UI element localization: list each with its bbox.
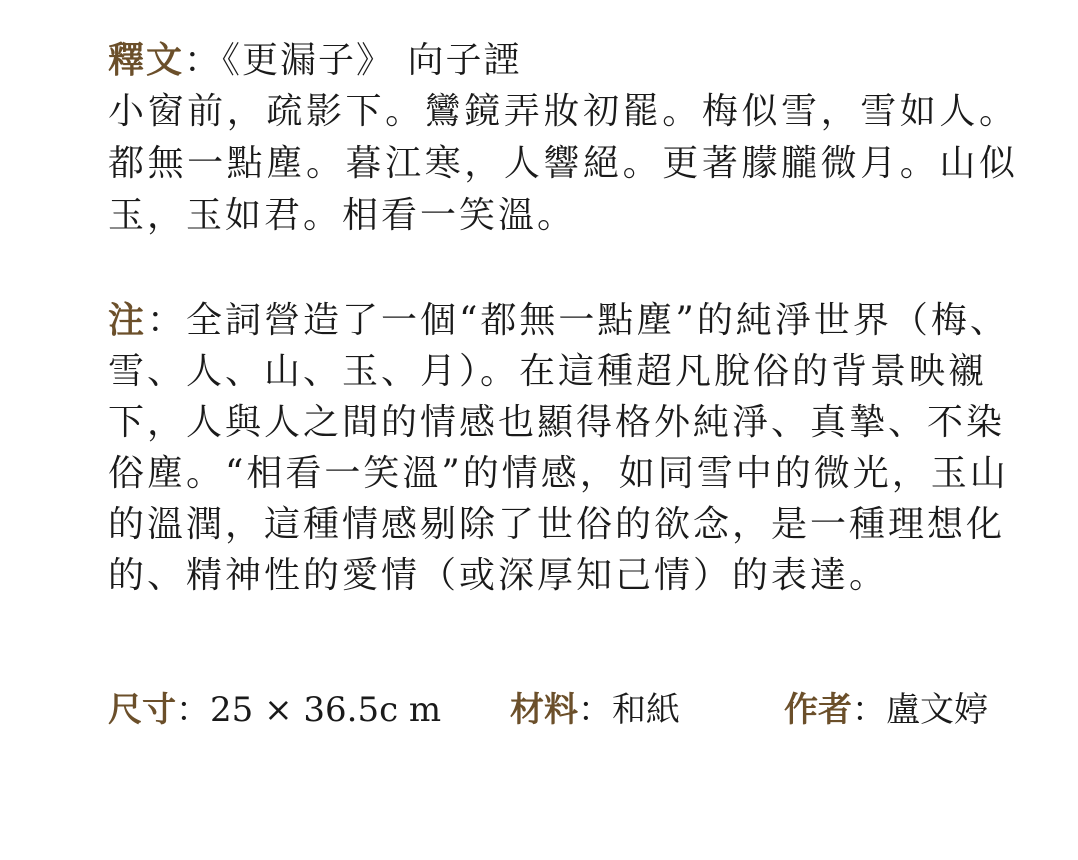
spacer: [108, 242, 1018, 295]
poem-text: 小窗前，疏影下。鸞鏡弄妝初罷。梅似雪，雪如人。都無一點塵。暮江寒，人響絕。更著朦朧微月。山似玉，玉如君。相看一笑溫。: [108, 91, 1018, 236]
note-label: 注: [108, 299, 148, 341]
size-value: 25 × 36.5c m: [210, 690, 442, 730]
translation-colon: ：: [184, 40, 223, 81]
author-colon: ：: [852, 690, 886, 730]
material-value: 和紙: [612, 690, 680, 730]
material-colon: ：: [578, 690, 612, 730]
size-info: [108, 688, 441, 732]
author-label: 作者: [784, 690, 852, 730]
note-text: 全詞營造了一個“都無一點塵”的純淨世界（梅、雪、人、山、玉、月）。在這種超凡脫俗的背景映襯下，人與人之間的情感也顯得格外純淨、真摯、不染俗塵。“相看一笑溫”的情感，如同雪中的微光，玉山的溫潤，這種情感剔除了世俗的欲念，是一種理想化的、精神性的愛情（或深厚知己情）的表達。: [108, 300, 1009, 596]
calligraphy-description: [108, 34, 1018, 730]
size-label: 尺寸: [108, 690, 176, 730]
author-info: [784, 688, 988, 732]
note-colon: ：: [147, 300, 187, 341]
material-info: [510, 688, 680, 732]
poem-title-author: 《更漏子》 向子諲: [222, 40, 522, 81]
author-value: 盧文婷: [886, 690, 988, 730]
material-label: 材料: [510, 690, 578, 730]
translation-label: 釋文: [108, 39, 185, 81]
size-colon: ：: [176, 690, 210, 730]
note-paragraph: [108, 295, 1018, 601]
translation-title-line: [108, 34, 1018, 86]
artwork-meta: [108, 688, 1018, 732]
